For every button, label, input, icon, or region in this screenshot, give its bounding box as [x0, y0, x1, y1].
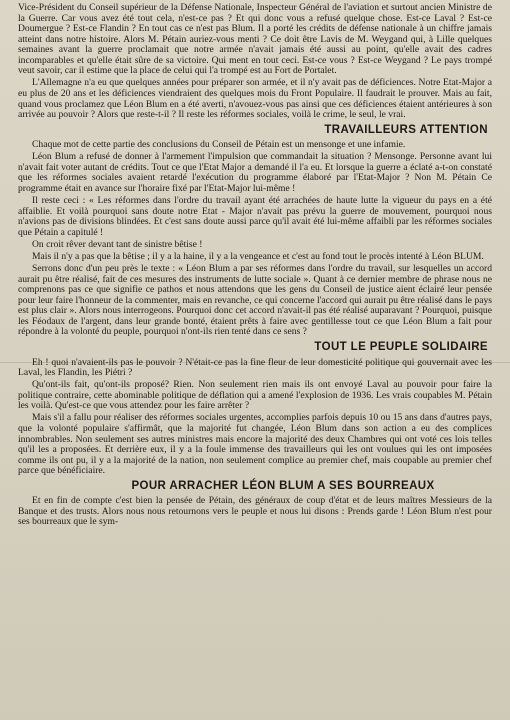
article-column	[18, 3, 492, 530]
section-heading: POUR ARRACHER LÉON BLUM A SES BOURREAUX	[131, 479, 435, 492]
body-paragraph: Eh ! quoi n'avaient-ils pas le pouvoir ? N'était-ce pas la fine fleur de leur domesticité politique qui gouvernait avec les Laval, les Flandin, les Piétri ?	[18, 356, 492, 379]
section-heading: TOUT LE PEUPLE SOLIDAIRE	[314, 340, 488, 353]
intro-paragraph: L'Allemagne n'a eu que quelques années pour préparer son armée, et il n'y avait pas de déficiences. Notre Etat-Major a eu plus de 20 ans et les déficiences viendraient des quelques mois du Front Populaire. Il faudrait le prouver. Mais au fait, quand vous proclamez que Léon Blum en a été averti, n'avouez-vous pas ainsi que ces déficiences étaient antérieures à son arrivée au pouvoir ? Alors que reste-t-il ? Il reste les réformes sociales, voilà le crime, le seul, le vrai.	[18, 77, 492, 121]
body-paragraph: Mais il n'y a pas que la bêtise ; il y a la haine, il y a la vengeance et c'est au fond tout le procès intenté à Léon BLUM.	[32, 251, 484, 262]
intro-paragraph: Vice-Président du Conseil supérieur de la Défense Nationale, Inspecteur Général de l'aviation et surtout ancien Ministre de la Guerre. Car vous avez été tout cela, n'est-ce pas ? Et qui donc vous a refusé quelque chose. Est-ce Laval ? Est-ce Doumergue ? Est-ce Flandin ? En tout cas ce n'est pas Blum. Il a porté les crédits de défense nationale à un chiffre jamais atteint dans notre histoire. Alors M. Pétain auriez-vous menti ? Ce doit être Lavis de M. Weygand qui, à Lille quelques semaines avant la guerre proclamait que notre armée n'avait jamais été aussi au point, qu'elle avait des cadres incomparables et qu'elle était sûre de sa victoire. Qui ment en tout ceci. Est-ce vous ? Est-ce Weygand ? Le pays trompé veut savoir, car il estime que la place de celui qui l'a trompé est au Fort de Portalet.	[18, 2, 492, 77]
body-paragraph: Chaque mot de cette partie des conclusions du Conseil de Pétain est un mensonge et une infamie.	[32, 139, 406, 151]
body-paragraph: Mais s'il a fallu pour réaliser des réformes sociales urgentes, accomplies parfois depuis 10 ou 15 ans dans d'autres pays, que la volonté populaire s'affirmât, que la majorité fut changée, Léon Blum dans son action a eu des complices innombrables. Non seulement ses autres ministres mais encore la majorité des deux Chambres qui ont voté ces lois telles qu'il les a proposées. Et derrière eux, il y a la foule immense des travailleurs qui les ont voulues qui les ont imposées comme ils ont pu, il y a la majorité de la nation, non seulement complice au premier chef, mais coupable au premier chef parce que bénéficiaire.	[18, 412, 492, 477]
body-paragraph: Qu'ont-ils fait, qu'ont-ils proposé? Rien. Non seulement rien mais ils ont envoyé Laval au pouvoir pour faire la politique contraire, cette abominable politique de déflation qui a amené l'explosion de 1936. Les vrais coupables M. Pétain les voilà. Qu'est-ce que vous attendez pour les faire arrêter ?	[18, 379, 492, 412]
body-paragraph: Serrons donc d'un peu près le texte : « Léon Blum a par ses réformes dans l'ordre du travail, sur lesquelles un accord aurait pu être réalisé, fait de ces mesures des instruments de lutte sociale ». Quant à ce dernier membre de phrase nous ne comprenons pas ce que signifie ce pathos et nous attendons que les gens du Conseil de justice aient éclairé leur pensée pour leur faire l'honneur de la commenter, mais en revanche, ce qui concerne l'accord qui aurait pu être réalisé dans le pays est plus clair ». Alors nous interrogeons. Pourquoi donc cet accord n'avait-il pas été réalisé auparavant ? Pourquoi, puisque les Féodaux de l'argent, dans leur grande bonté, étaient prêts à faire avec gentillesse tout ce que Léon Blum a fait pour répondre à la volonté du peuple, pourquoi n'ont-ils rien tenté dans ce sens ?	[18, 263, 492, 338]
body-paragraph: Il reste ceci : « Les réformes dans l'ordre du travail ayant été arrachées de haute lutte la vigueur du pays en a été affaiblie. Et voilà pourquoi sans doute notre Etat - Major n'avait pas prévu la guerre de mouvement, pourquoi nous n'avions pas de divisions blindées. Et c'est sans doute aussi parce qu'il avait été lui-même affaibli par les réformes sociales que Pétain a capitulé !	[18, 195, 492, 238]
section-heading: TRAVAILLEURS ATTENTION	[324, 123, 488, 136]
body-paragraph: Et en fin de compte c'est bien la pensée de Pétain, des généraux de coup d'état et de leurs maîtres Messieurs de la Banque et des trusts. Alors nous nous retournons vers le peuple et nous lui disons : Prends garde ! Léon Blum n'est pour ses bourreaux que le sym-	[18, 495, 492, 528]
body-paragraph: Léon Blum a refusé de donner à l'armement l'impulsion que commandait la situation ? Mensonge. Personne avant lui n'avait fait voter autant de crédits. Tout ce que l'Etat Major a demandé il l'a eu. Et lorsque la guerre a éclaté a-t-on constaté que les réformes sociales avaient retardé l'exécution du programme élaboré par l'Etat-Major ? Non M. Pétain Ce programme était en avance sur l'horaire fixé par l'Etat-Major lui-même !	[18, 151, 492, 194]
body-paragraph: On croit rêver devant tant de sinistre bêtise !	[32, 238, 203, 250]
